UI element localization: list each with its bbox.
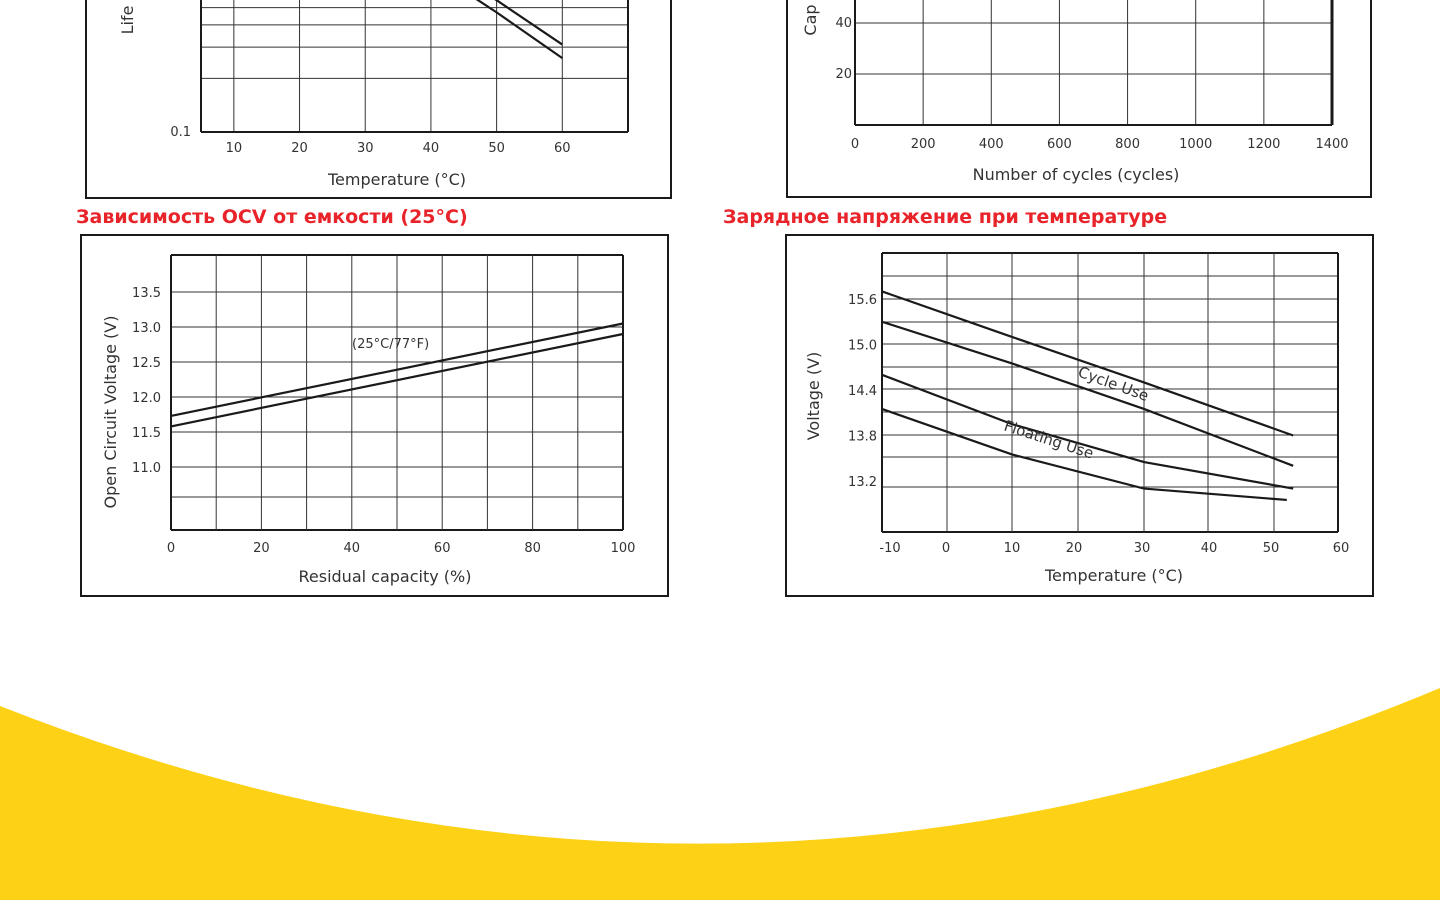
charge-chart-x-tick-label: 20 <box>1065 541 1083 556</box>
charge-chart-y-tick-label: 15.6 <box>848 293 877 308</box>
life-chart-ticks <box>170 125 570 156</box>
cycles-chart-x-tick-label: 600 <box>1047 137 1072 152</box>
ocv-chart-xlabel: Residual capacity (%) <box>298 567 472 586</box>
cycles-chart-x-tick-label: 1200 <box>1247 137 1281 152</box>
ocv-chart-x-tick-label: 40 <box>343 541 361 556</box>
floating-use-label: Floating Use <box>1001 416 1096 463</box>
ocv-chart-x-tick-label: 0 <box>166 541 176 556</box>
ocv-chart-y-tick-label: 13.5 <box>132 286 161 301</box>
charge-voltage-chart-xlabel: Temperature (°C) <box>1044 566 1184 585</box>
cycles-chart-panel <box>786 0 1372 198</box>
life-chart-x-tick-label: 60 <box>554 141 571 156</box>
cycles-chart <box>788 0 1374 200</box>
cycles-chart-x-tick-label: 0 <box>850 137 860 152</box>
charge-chart-x-tick-label: 50 <box>1262 541 1280 556</box>
charge-chart-x-tick-label: 0 <box>941 541 951 556</box>
charge-chart-y-tick-label: 13.8 <box>848 429 877 445</box>
life-chart-y-tick-label: 0.1 <box>170 125 191 140</box>
yellow-wave-shape <box>0 688 1440 900</box>
ocv-chart-y-tick-label: 11.0 <box>132 461 161 476</box>
ocv-chart-ylabel: Open Circuit Voltage (V) <box>101 315 120 509</box>
ocv-heading: Зависимость OCV от емкости (25°C) <box>76 206 468 228</box>
cycles-chart-ylabel: Cap <box>801 4 820 36</box>
life-chart-x-tick-label: 20 <box>291 141 308 156</box>
ocv-chart-y-tick-label: 13.0 <box>132 321 161 336</box>
ocv-chart-x-tick-label: 60 <box>433 541 451 556</box>
life-chart-x-tick-label: 30 <box>356 141 374 156</box>
ocv-chart <box>82 236 671 599</box>
cycles-chart-y-tick-label: 20 <box>835 67 852 82</box>
cycles-chart-grid <box>855 0 1332 125</box>
ocv-chart-panel <box>80 234 669 597</box>
cycles-chart-x-tick-label: 1000 <box>1179 137 1213 152</box>
cycles-chart-xlabel: Number of cycles (cycles) <box>972 165 1180 184</box>
life-chart-grid <box>201 0 628 132</box>
charge-chart-x-tick-label: 30 <box>1133 541 1151 556</box>
ocv-chart-x-tick-label: 80 <box>524 541 541 556</box>
charge-chart-x-tick-label: 10 <box>1003 541 1021 556</box>
cycles-chart-x-tick-label: 800 <box>1115 137 1140 152</box>
cycles-chart-x-tick-label: 1400 <box>1315 137 1349 152</box>
charge-chart-x-tick-label: -10 <box>879 541 901 556</box>
charge-chart-y-tick-label: 14.4 <box>848 384 877 399</box>
charge-voltage-chart-grid <box>882 253 1338 532</box>
ocv-chart-y-tick-label: 12.0 <box>132 391 161 406</box>
cycles-chart-ticks <box>835 16 1348 152</box>
ocv-chart-annotation: (25°C/77°F) <box>352 337 430 352</box>
charge-chart-series-line <box>882 291 1293 435</box>
charge-voltage-chart <box>787 236 1376 599</box>
cycles-chart-x-tick-label: 200 <box>910 137 936 152</box>
ocv-chart-y-tick-label: 11.5 <box>132 426 161 441</box>
charge-voltage-chart-panel <box>785 234 1374 597</box>
cycles-chart-y-tick-label: 40 <box>835 16 852 31</box>
life-chart-xlabel: Temperature (°C) <box>327 170 467 189</box>
life-chart-x-tick-label: 40 <box>422 141 440 156</box>
ocv-chart-y-tick-label: 12.5 <box>132 356 161 371</box>
life-chart-ylabel: Life <box>118 5 137 35</box>
charge-voltage-chart-lines <box>882 291 1293 500</box>
charge-voltage-chart-ylabel: Voltage (V) <box>804 351 823 441</box>
life-chart-panel <box>85 0 672 199</box>
charge-chart-y-tick-label: 13.2 <box>848 475 877 490</box>
life-chart-x-tick-label: 50 <box>488 141 505 156</box>
charge-chart-x-tick-label: 60 <box>1332 541 1350 556</box>
life-chart <box>87 0 674 201</box>
ocv-chart-x-tick-label: 20 <box>253 541 270 556</box>
ocv-chart-x-tick-label: 100 <box>610 541 636 556</box>
yellow-wave-decoration <box>0 680 1440 900</box>
cycles-chart-x-tick-label: 400 <box>978 137 1004 152</box>
life-chart-x-tick-label: 10 <box>225 141 243 156</box>
charge-voltage-heading: Зарядное напряжение при температуре <box>723 206 1168 228</box>
cycle-use-label: Cycle Use <box>1075 362 1152 405</box>
ocv-chart-grid <box>171 255 623 530</box>
charge-chart-x-tick-label: 40 <box>1200 541 1218 556</box>
charge-chart-y-tick-label: 15.0 <box>848 338 877 354</box>
